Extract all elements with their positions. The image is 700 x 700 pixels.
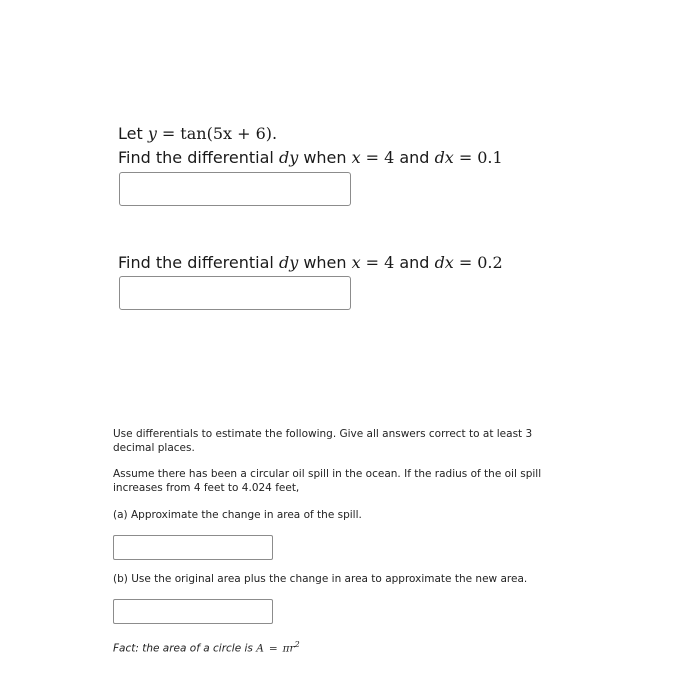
when-text: when (303, 253, 347, 272)
and-text: and (399, 253, 430, 272)
answer-input-a[interactable] (113, 535, 273, 560)
x-variable: x (351, 148, 361, 167)
x-value: 4 (384, 148, 395, 167)
x-variable: x (351, 253, 361, 272)
equals-sign: = (161, 124, 176, 143)
fact-label: Fact: the area of a circle is (113, 642, 253, 655)
question-b-text: (b) Use the original area plus the change in area to approximate the new area. (113, 573, 528, 585)
pi-r-expression: πr (282, 642, 295, 655)
dx-value: 0.1 (477, 148, 503, 167)
equals-sign: = (365, 253, 380, 272)
fact-text (113, 638, 553, 656)
answer-input-b[interactable] (113, 599, 273, 624)
answer-input-dx-01[interactable] (119, 172, 351, 206)
question-prefix: Find the differential (118, 253, 274, 272)
dx-variable: dx (434, 253, 454, 272)
dx-variable: dx (434, 148, 454, 167)
question-a-text: (a) Approximate the change in area of the spill. (113, 509, 362, 521)
answer-input-dx-02[interactable] (119, 276, 351, 310)
let-text: Let (118, 124, 143, 143)
y-variable: y (147, 124, 157, 143)
question-dx-02 (118, 251, 503, 275)
equals-sign: = (365, 148, 380, 167)
equals-sign: = (458, 148, 473, 167)
equals-sign: = (268, 642, 278, 655)
question-prefix: Find the differential (118, 148, 274, 167)
and-text: and (399, 148, 430, 167)
question-dx-01 (118, 146, 503, 170)
x-value: 4 (384, 253, 395, 272)
dy-variable: dy (278, 253, 299, 272)
dy-variable: dy (278, 148, 299, 167)
area-variable: A (256, 642, 264, 655)
when-text: when (303, 148, 347, 167)
dx-value: 0.2 (477, 253, 503, 272)
instructions-text: Use differentials to estimate the following. Give all answers correct to at least 3 decimal places. (113, 428, 533, 454)
exponent: 2 (294, 640, 300, 649)
equation-line (118, 122, 277, 146)
function-expression: tan(5x + 6). (180, 124, 278, 143)
scenario-text: Assume there has been a circular oil spill in the ocean. If the radius of the oil spill increases from 4 feet to 4.024 feet, (113, 468, 542, 494)
equals-sign: = (458, 253, 473, 272)
